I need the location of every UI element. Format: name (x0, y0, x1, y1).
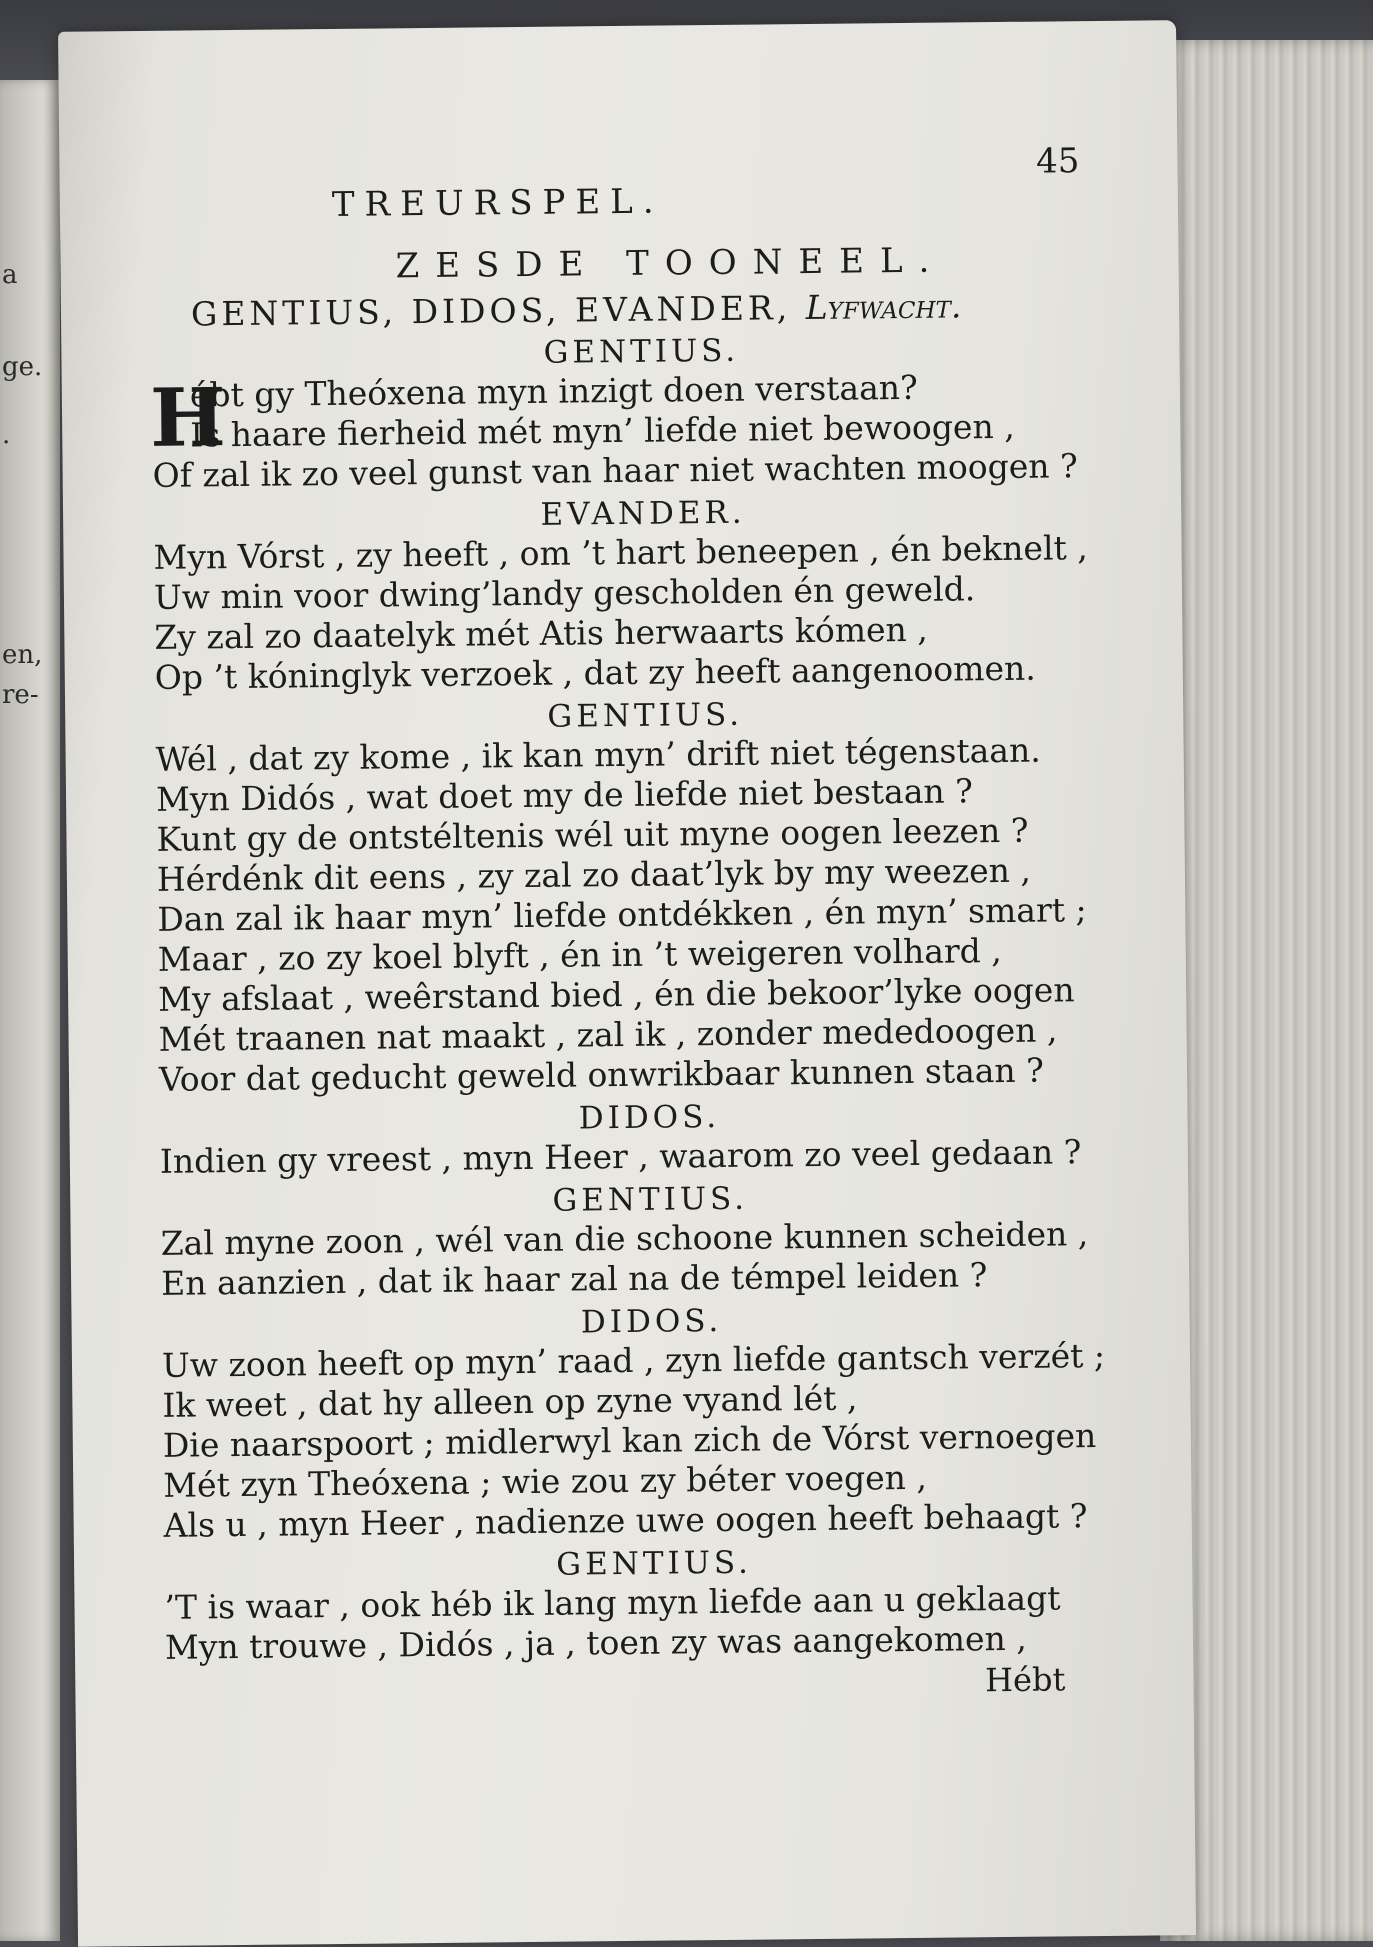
speech-block (121, 1214, 1122, 1304)
running-title: TREURSPEL. (331, 181, 664, 225)
verse-line: Indien gy vreest , myn Heer , waarom zo veel gedaan ? (159, 1132, 1082, 1181)
speaker-name: GENTIUS. (547, 696, 744, 735)
cast-names: GENTIUS, DIDOS, EVANDER, (190, 288, 792, 334)
verse-line: Als u , myn Heer , nadienze uwe oogen heeft behaagt ? (163, 1496, 1088, 1545)
cast-list (111, 285, 1111, 334)
verse-line: Zy zal zo daatelyk mét Atis herwaarts kómen , (154, 609, 929, 657)
verse-line: ébt gy Theóxena myn inzigt doen verstaan? (189, 367, 918, 415)
speaker-name: DIDOS. (578, 1098, 721, 1137)
speech-block (115, 730, 1119, 1100)
left-fragment: en, (2, 640, 43, 670)
left-page-fragments (0, 80, 56, 1941)
verse-line: Myn trouwe , Didós , ja , toen zy was aangekomen , (164, 1618, 1027, 1667)
verse-line: Zal myne zoon , wél van die schoone kunnen scheiden , (160, 1214, 1089, 1263)
speaker-name: GENTIUS. (552, 1180, 749, 1219)
page-number: 45 (1035, 141, 1080, 182)
verse-line: Voor dat geducht geweld onwrikbaar kunnen staan ? (158, 1050, 1045, 1099)
verse-line: Kunt gy de ontstéltenis wél uit myne oogen leezen ? (156, 810, 1029, 859)
book-page (58, 20, 1196, 1947)
speaker-name: GENTIUS. (556, 1544, 753, 1583)
verse-line: Op ’t kóninglyk verzoek , dat zy heeft aangenoomen. (154, 648, 1036, 697)
verse-line: Mét zyn Theóxena ; wie zou zy béter voegen , (163, 1457, 928, 1505)
drop-cap: H (149, 370, 227, 465)
verse-line: Maar , zo zy koel blyft , én in ’t weigeren volhard , (157, 931, 1002, 979)
running-head (109, 141, 1110, 231)
speaker-name: DIDOS. (580, 1302, 723, 1341)
catchword: Hébt (984, 1660, 1066, 1700)
verse-line: Mét traanen nat maakt , zal ik , zonder mededoogen , (158, 1010, 1058, 1059)
verse-line: Of zal ik zo veel gunst van haar niet wachten moogen ? (152, 446, 1078, 495)
verse-line: Uw zoon heeft op myn’ raad , zyn liefde gantsch verzét ; (161, 1335, 1106, 1385)
verse-line: Dan zal ik haar myn’ liefde ontdékken , én myn’ smart ; (157, 890, 1087, 939)
verse-line: Is haare fierheid mét myn’ liefde niet bewoogen , (190, 406, 1015, 455)
speaker-name: GENTIUS. (543, 332, 740, 371)
verse-line: Wél , dat zy kome , ik kan myn’ drift niet tégenstaan. (155, 730, 1041, 779)
verse-line: Myn Vórst , zy heeft , om ’t hart beneepen , én beknelt , (153, 528, 1088, 577)
left-fragment: ge. (2, 352, 43, 382)
left-fragment: re- (2, 680, 39, 710)
verse-line: Uw min voor dwing’landy gescholden én geweld. (153, 569, 976, 617)
verse-line: Die naarspoort ; midlerwyl kan zich de Vórst vernoegen (162, 1416, 1097, 1465)
left-fragment: a (2, 260, 18, 290)
speaker-name: EVANDER. (540, 494, 746, 533)
verse-line: Ik weet , dat hy alleen op zyne vyand lét , (162, 1378, 858, 1425)
speech-block (112, 366, 1113, 496)
verse-line: En aanzien , dat ik haar zal na de témpel leiden ? (160, 1255, 988, 1303)
left-fragment: . (2, 420, 11, 450)
page-text (109, 141, 1125, 1708)
speech-block (113, 528, 1115, 698)
verse-line: Myn Didós , wat doet my de liefde niet bestaan ? (155, 771, 974, 819)
verse-line: Hérdénk dit eens , zy zal zo daat’lyk by my weezen , (156, 850, 1032, 899)
cast-extra: Lyfwacht. (805, 286, 962, 328)
verse-line: My afslaat , weêrstand bied , én die bekoor’lyke oogen (157, 970, 1075, 1019)
scene-title: ZESDE TOONEEL. (395, 240, 946, 287)
left-page-edge (0, 80, 60, 1941)
speech-block (124, 1578, 1125, 1668)
speech-block (122, 1336, 1124, 1546)
verse-line: ’T is waar , ook héb ik lang myn liefde aan u geklaagt (164, 1578, 1061, 1627)
